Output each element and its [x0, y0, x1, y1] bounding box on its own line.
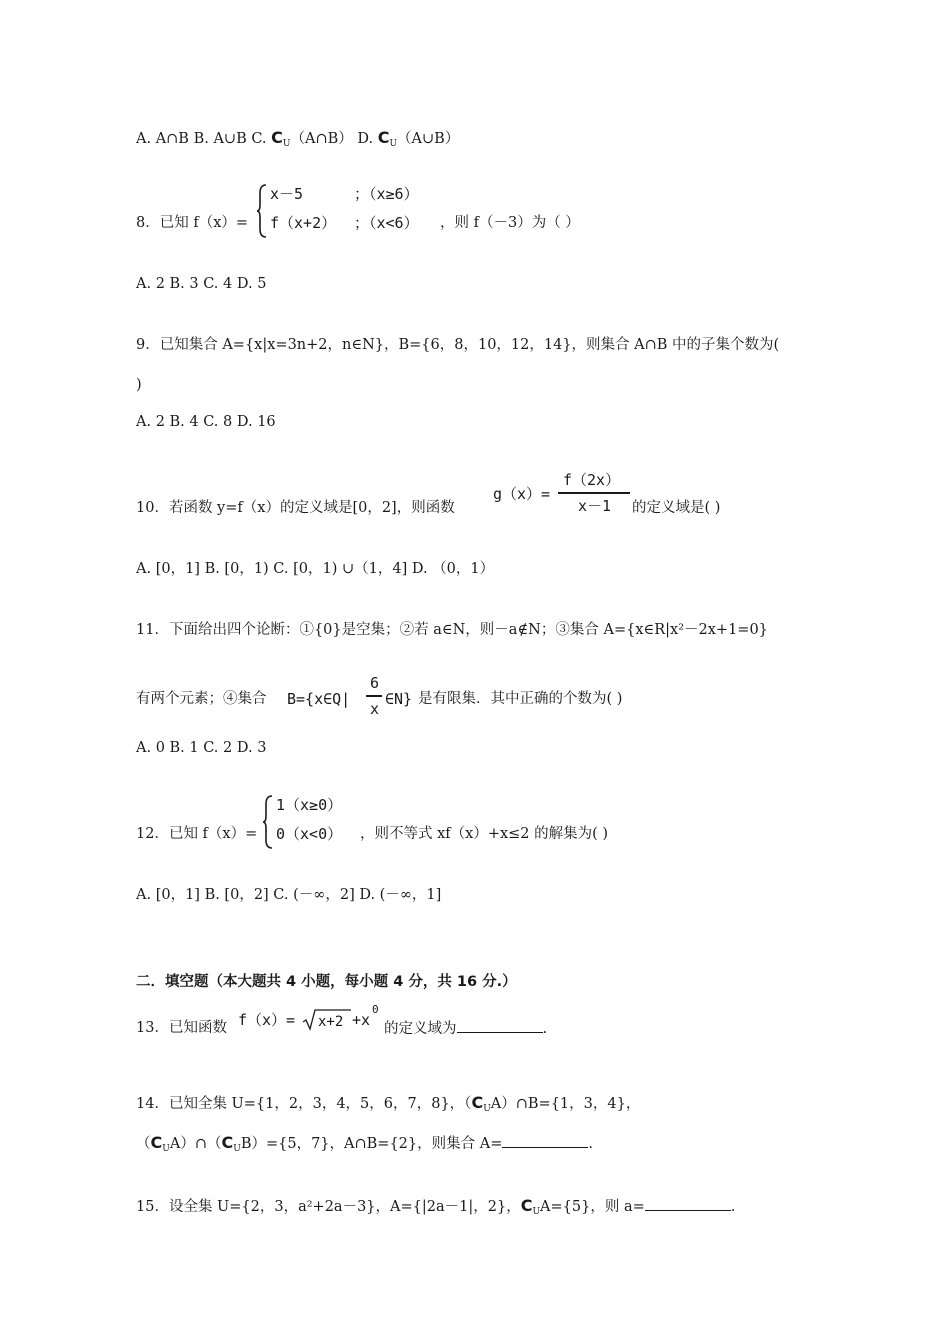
q9-options: A. 2 B. 4 C. 8 D. 16: [136, 414, 276, 430]
q12-options: A. [0，1] B. [0，2] C. (－∞，2] D. (－∞，1]: [136, 887, 442, 903]
q7-options: A. A∩B B. A∪B C. $C_U(A\cap B)$ D. $C_U(A\cup B)$: [136, 128, 460, 149]
complement-symbol: C: [150, 1133, 163, 1152]
q12-piecewise-brace: [262, 794, 274, 850]
q14-line1: 14．已知全集 U={1，2，3，4，5，6，7，8}，$(C_UA)\cap B=\{1$，3，4}，: [136, 1093, 641, 1114]
q13-suffix: 的定义域为 .: [384, 1018, 547, 1039]
q12-case2: 0（x<0）: [276, 825, 343, 843]
q8-piecewise-brace: [256, 183, 268, 239]
q8-case2-cond: ；（x<6）: [354, 214, 419, 232]
q10-denominator: x－1: [578, 497, 612, 515]
q13-prefix: 13．已知函数: [136, 1020, 227, 1036]
q11-stem-suffix: 是有限集．其中正确的个数为( ): [418, 691, 623, 707]
q15-answer-blank[interactable]: [645, 1196, 731, 1211]
q11-set-b-den: x: [370, 700, 380, 718]
section-heading: 二．填空题（本大题共 4 小题，每小题 4 分，共 16 分.）: [136, 974, 517, 990]
complement-symbol: C: [271, 128, 283, 147]
q13-answer-blank[interactable]: [457, 1018, 543, 1033]
complement-symbol: C: [520, 1196, 533, 1215]
q11-fraction-bar: [366, 695, 382, 697]
q10-prefix: 10．若函数 y=f（x）的定义域是[0，2]，则函数: [136, 500, 455, 516]
q14-line2: $(C_UA)\cap(C_UB)=\{5$，7}，A∩B={2}，则集合 A= .: [136, 1133, 593, 1154]
q13-exponent: 0: [372, 1003, 379, 1016]
q10-func-lhs: g（x）=: [493, 485, 551, 503]
q8-suffix: ，则 f（－3）为（ ）: [440, 215, 580, 231]
q13-radicand: x+2: [318, 1014, 344, 1030]
q11-set-b-rhs: ∈N}: [385, 690, 413, 708]
q10-options: A. [0，1] B. [0，1) C. [0，1) ∪（1，4] D. （0，1）: [136, 561, 495, 577]
complement-symbol: C: [221, 1133, 234, 1152]
q8-case1-cond: ；（x≥6）: [354, 185, 419, 203]
q11-set-b-num: 6: [370, 674, 380, 692]
q8-options: A. 2 B. 3 C. 4 D. 5: [136, 276, 267, 292]
q10-suffix: 的定义域是( ): [632, 500, 721, 516]
q8-prefix: 8．已知 f（x）=: [136, 215, 249, 231]
complement-symbol: C: [471, 1093, 484, 1112]
q8-case2-expr: f（x+2）: [270, 214, 337, 232]
q13-func-lhs: f（x）=: [238, 1011, 296, 1029]
q11-stem-prefix: 有两个元素；④集合: [136, 691, 267, 707]
q10-numerator: f（2x）: [563, 471, 621, 489]
q11-options: A. 0 B. 1 C. 2 D. 3: [136, 740, 267, 756]
q10-fraction-bar: [558, 492, 630, 494]
q14-answer-blank[interactable]: [502, 1133, 588, 1148]
q15-stem: 15．设全集 U={2，3，a²+2a－3}，A={|2a－1|，2}，$C_UA=\{5\}$，则 a= .: [136, 1196, 736, 1217]
q9-stem: 9．已知集合 A={x|x=3n+2，n∈N}，B={6，8，10，12，14}，则集合 A∩B 中的子集个数为(: [136, 337, 780, 353]
q13-plus-x: +x: [352, 1011, 371, 1029]
q12-case1: 1（x≥0）: [276, 796, 343, 814]
complement-symbol: C: [377, 128, 390, 147]
q9-stem-cont: ): [136, 377, 142, 393]
q12-suffix: ，则不等式 xf（x）+x≤2 的解集为( ): [360, 826, 609, 842]
q8-case1-expr: x－5: [270, 185, 304, 203]
q12-prefix: 12．已知 f（x）=: [136, 826, 258, 842]
q11-set-b-lhs: B={x∈Q|: [287, 690, 351, 708]
q11-stem: 11．下面给出四个论断：①{0}是空集；②若 a∈N，则－a∉N；③集合 A={x∈R|x²－2x+1=0}: [136, 622, 768, 638]
